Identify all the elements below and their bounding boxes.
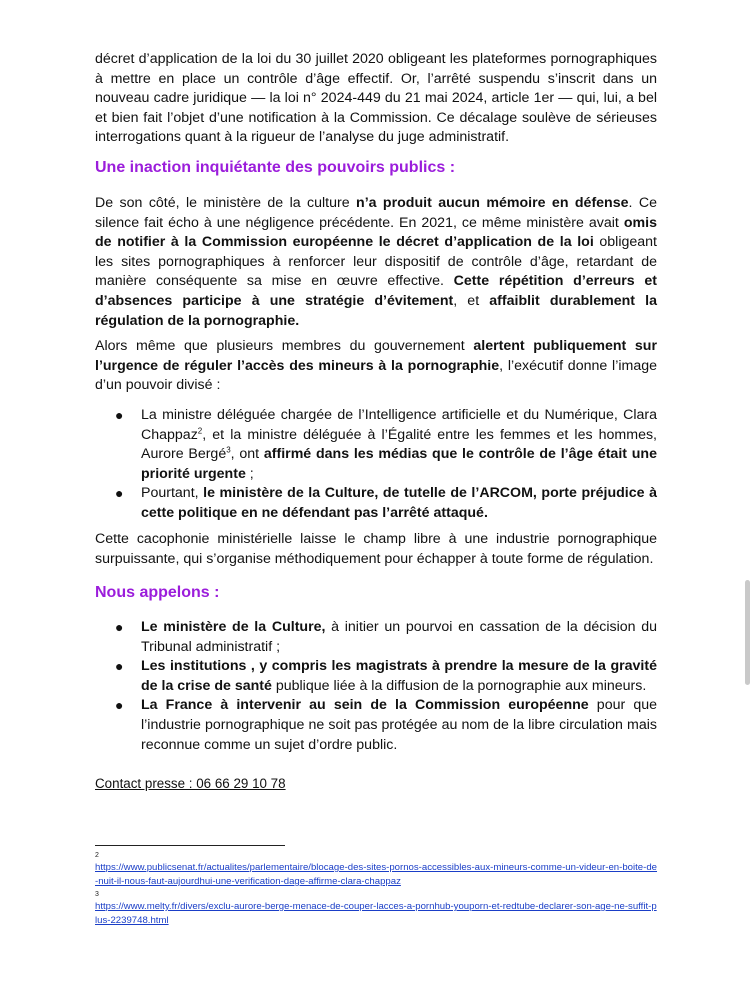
bold-run: Les institutions , y compris les magistrats à prendre la mesure de la gravité de la crise de santé bbox=[141, 658, 657, 694]
bullet-icon: ● bbox=[115, 485, 124, 502]
section-heading-appeal: Nous appelons : bbox=[95, 584, 220, 601]
list-item bbox=[95, 406, 657, 484]
text-run: à initier un pourvoi en cassation de la décision du Tribunal administratif ; bbox=[141, 619, 657, 655]
bold-run: omis de notifier à la Commission européenne le décret d’application de la loi bbox=[95, 214, 657, 251]
footnote-number: 3 bbox=[95, 891, 99, 898]
bold-run: affirmé dans les médias que le contrôle de l’âge était une priorité urgente bbox=[141, 446, 657, 482]
text-run: , et la ministre déléguée à l’Égalité entre les femmes et les hommes, Aurore Bergé bbox=[141, 426, 657, 463]
list-item bbox=[95, 696, 657, 755]
paragraph-ministry-silence bbox=[95, 194, 657, 331]
bullet-icon: ● bbox=[115, 407, 124, 423]
press-contact: Contact presse : 06 66 29 10 78 bbox=[95, 776, 286, 791]
footnote-divider bbox=[95, 845, 285, 846]
bullet-icon: ● bbox=[115, 697, 124, 714]
bullet-icon: ● bbox=[115, 619, 124, 635]
paragraph-cacophony bbox=[95, 530, 657, 569]
text-run: Alors même que plusieurs membres du gouvernement bbox=[95, 338, 474, 354]
text-run: La ministre déléguée chargée de l’Intelligence artificielle et du Numérique, Clara Chappaz bbox=[141, 407, 657, 443]
section-heading-inaction: Une inaction inquiétante des pouvoirs publics : bbox=[95, 159, 456, 176]
text-run: Pourtant, bbox=[141, 485, 204, 502]
bold-run: Cette répétition d’erreurs et d’absences participe à une stratégie d’évitement bbox=[95, 273, 657, 309]
list-item bbox=[95, 657, 657, 696]
bullet-list-ministers bbox=[95, 406, 657, 524]
text-run: , et bbox=[453, 292, 490, 309]
bold-run: affaiblit durablement la régulation de la pornographie. bbox=[95, 292, 657, 329]
bold-run: Le ministère de la Culture, bbox=[141, 619, 326, 635]
text-run: publique liée à la diffusion de la pornographie aux mineurs. bbox=[271, 677, 647, 694]
footnote-3 bbox=[95, 890, 657, 928]
text-run: ; bbox=[245, 465, 254, 482]
paragraph-text: Cette cacophonie ministérielle laisse le champ libre à une industrie pornographique surpuissante, qui s’organise méthodiquement pour échapper à toute forme de régulation. bbox=[95, 531, 657, 567]
paragraph-government-divided bbox=[95, 337, 657, 396]
footnote-link-melty[interactable]: https://www.melty.fr/divers/exclu-aurore-berge-menace-de-couper-lacces-a-pornhub-youporn-et-redtube-declarer-son-age-ne-suffit-plus-2239748.html bbox=[95, 901, 657, 926]
bold-run: alertent publiquement sur l’urgence de réguler l’accès des mineurs à la pornographie bbox=[95, 338, 657, 374]
text-run: . Ce silence fait écho à une négligence précédente. En 2021, ce même ministère avait bbox=[95, 195, 657, 231]
bold-run: La France à intervenir au sein de la Commission européenne bbox=[141, 697, 589, 714]
text-run: , l’exécutif donne l’image d’un pouvoir divisé : bbox=[95, 357, 657, 394]
bullet-icon: ● bbox=[115, 658, 124, 675]
vertical-scrollbar[interactable] bbox=[745, 580, 750, 685]
footnote-link-publicsenat[interactable]: https://www.publicsenat.fr/actualites/parlementaire/blocage-des-sites-pornos-accessibles-aux-mineurs-comme-un-videur-en-boite-de-nuit-il-nous-faut-aujourdhui-une-verification-dage-affirme-clara-chappaz bbox=[95, 862, 658, 887]
bold-run: le ministère de la Culture, de tutelle de l’ARCOM, porte préjudice à cette politique en ne défendant pas l’arrêté attaqué. bbox=[141, 485, 657, 521]
text-run: De son côté, le ministère de la culture bbox=[95, 195, 357, 211]
text-run: obligeant les sites pornographiques à renforcer leur dispositif de contrôle d’âge, retardant de manière conséquente sa mise en œuvre effective. bbox=[95, 234, 657, 290]
list-item bbox=[95, 618, 657, 657]
footnote-2 bbox=[95, 851, 657, 889]
footnote-ref: 2 bbox=[197, 425, 203, 435]
footnote-ref: 3 bbox=[226, 445, 231, 455]
text-run: , ont bbox=[230, 446, 264, 463]
footnote-number: 2 bbox=[95, 852, 99, 859]
list-item bbox=[95, 484, 657, 523]
bullet-list-appeals bbox=[95, 618, 657, 755]
paragraph-text: décret d’application de la loi du 30 juillet 2020 obligeant les plateformes pornographiques à mettre en place un contrôle d’âge effectif. Or, l’arrêté suspendu s’inscrit dans un nouveau cadre juridique — la loi n° 2024-449 du 21 mai 2024, article 1er — qui, lui, a bel et bien fait l’objet d’une notification à la Commission. Ce décalage soulève de sérieuses interrogations quant à la rigueur de l’analyse du juge administratif. bbox=[95, 51, 657, 146]
paragraph-intro bbox=[95, 50, 657, 148]
text-run: pour que l’industrie pornographique ne soit pas protégée au nom de la libre circulation mais reconnue comme un sujet d’ordre public. bbox=[141, 697, 657, 753]
bold-run: n’a produit aucun mémoire en défense bbox=[356, 195, 629, 211]
